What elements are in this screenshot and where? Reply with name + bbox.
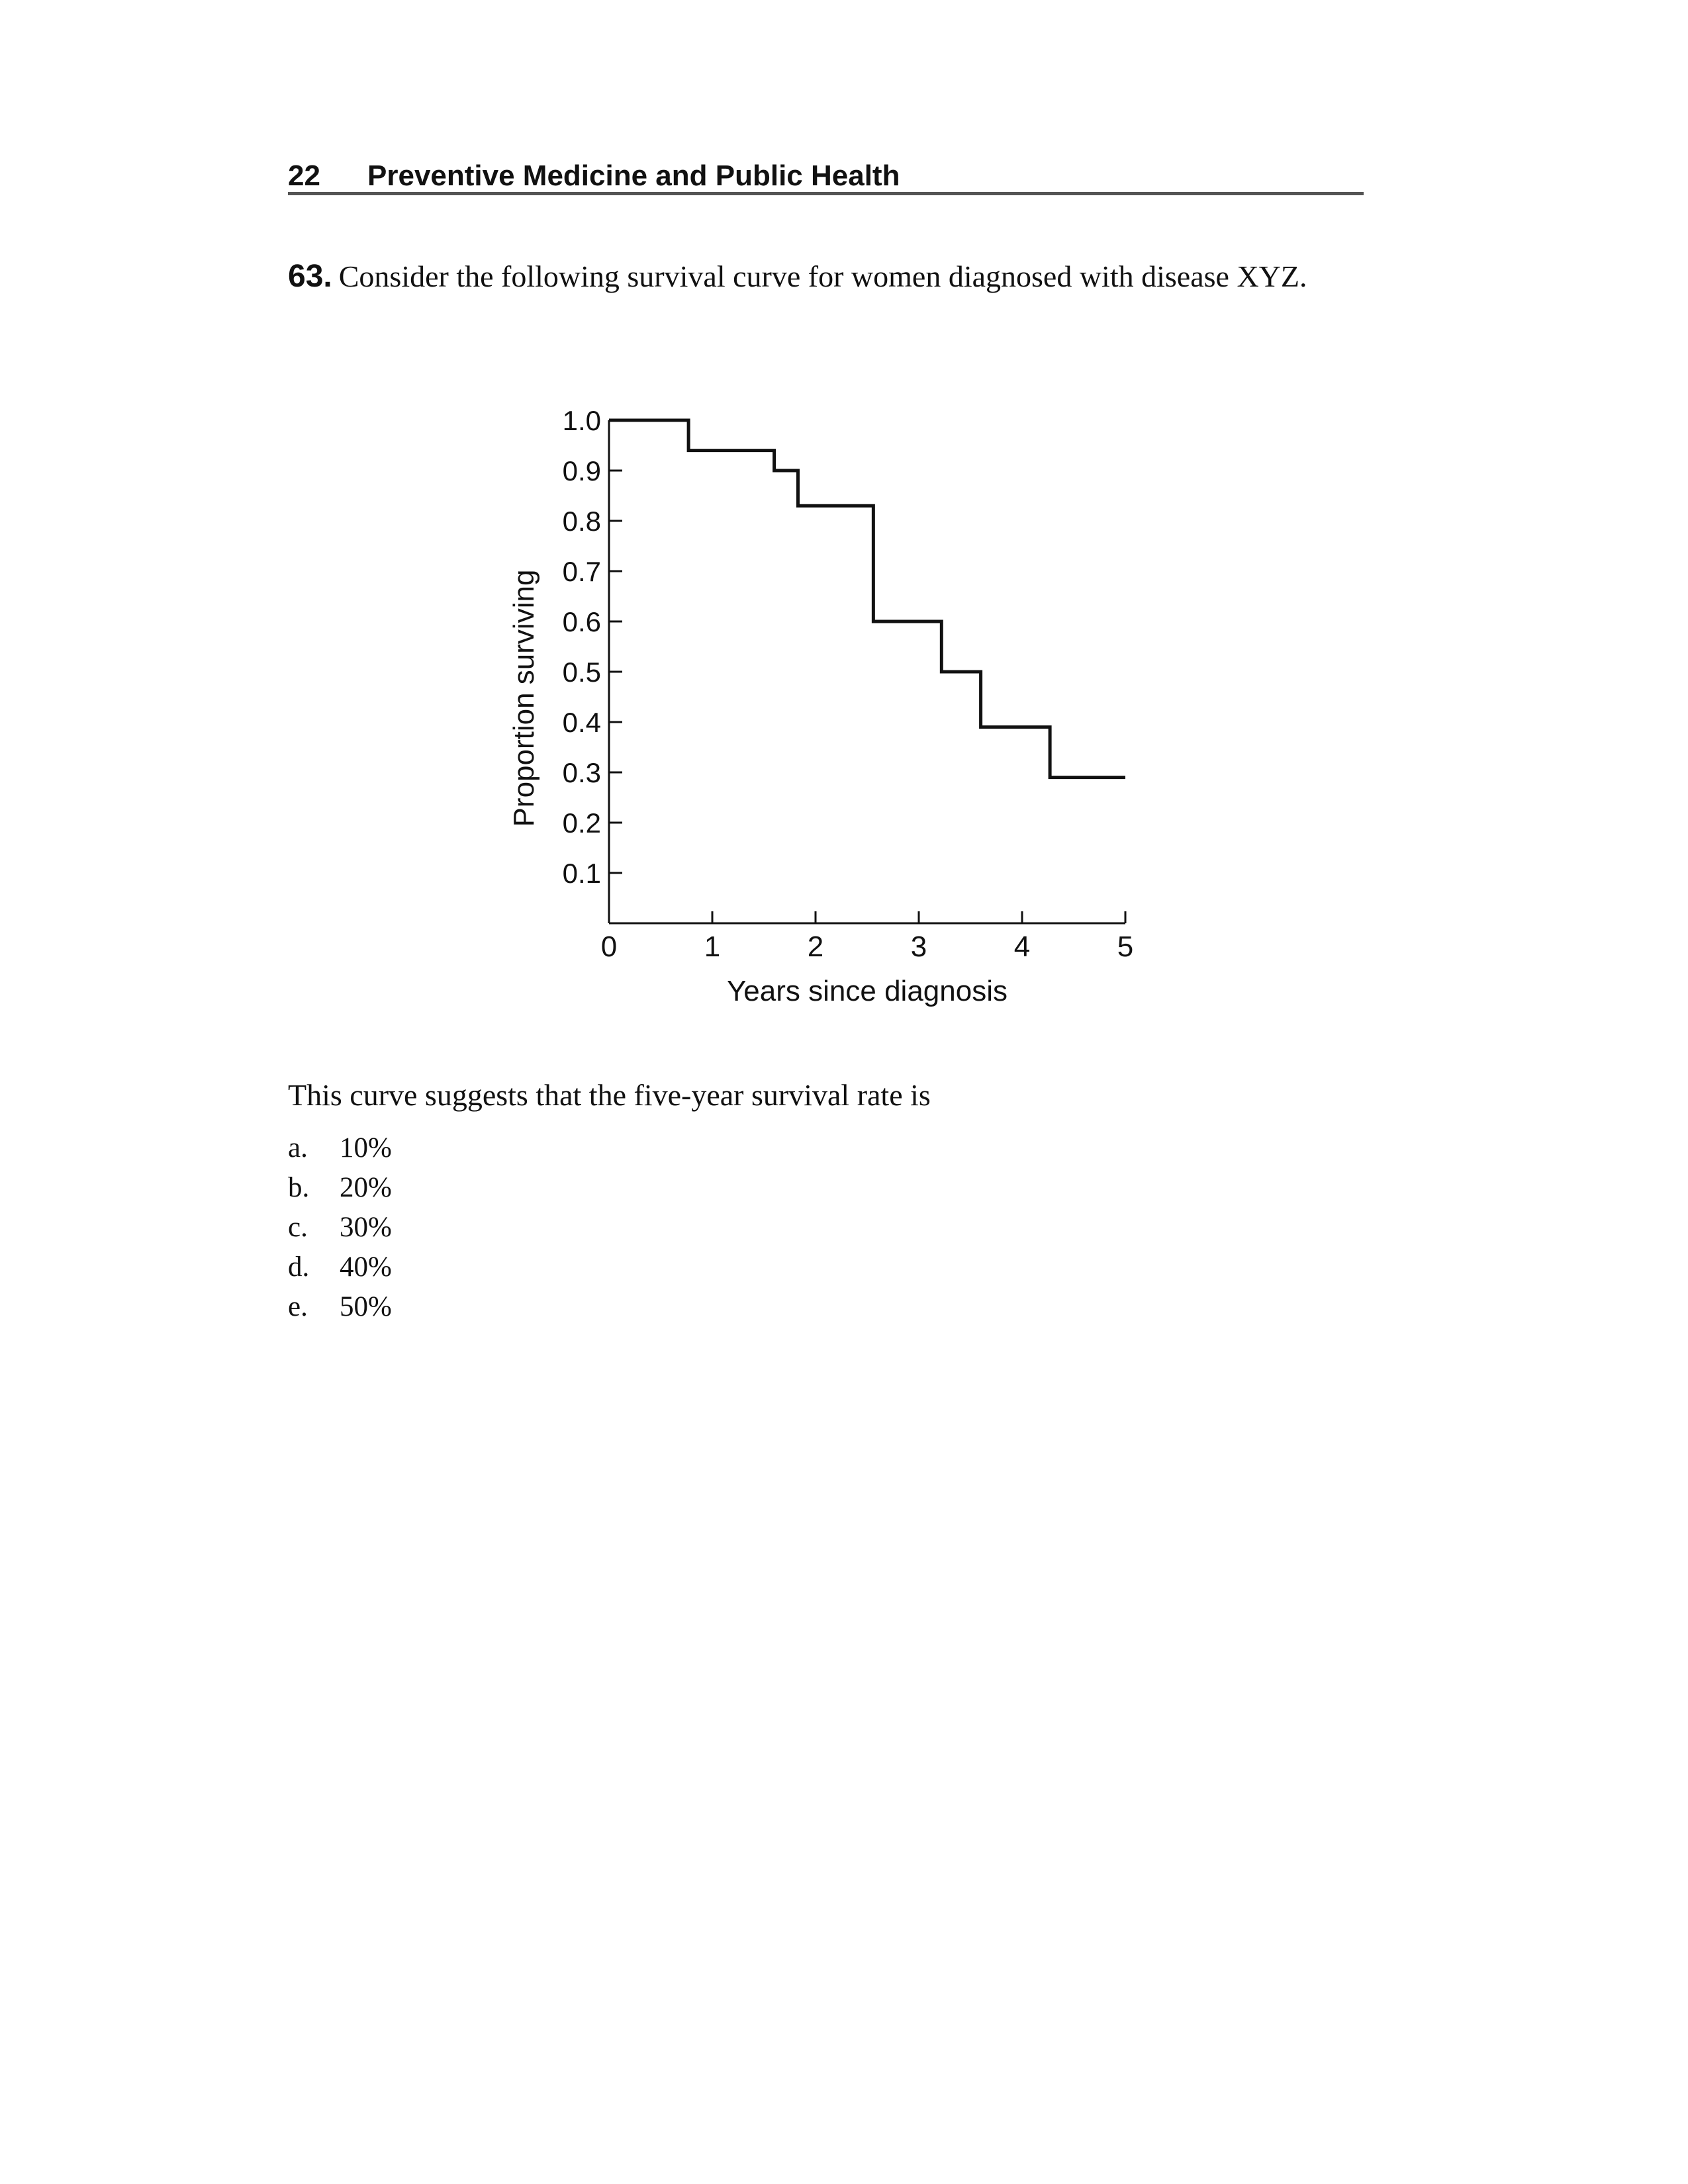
- y-tick-label: 1.0: [562, 405, 601, 436]
- option-text: 10%: [340, 1132, 392, 1163]
- page-number: 22: [288, 159, 320, 192]
- option-b[interactable]: [288, 1168, 392, 1208]
- y-tick-label: 0.4: [562, 707, 601, 738]
- option-a[interactable]: [288, 1128, 392, 1168]
- option-c[interactable]: [288, 1208, 392, 1248]
- running-header: [288, 158, 1364, 195]
- y-tick-label: 0.6: [562, 606, 601, 637]
- option-text: 50%: [340, 1291, 392, 1322]
- y-tick-label: 0.3: [562, 757, 601, 788]
- running-title: Preventive Medicine and Public Health: [367, 159, 900, 192]
- option-text: 30%: [340, 1212, 392, 1243]
- x-tick-label: 0: [600, 931, 618, 963]
- x-axis-label: Years since diagnosis: [727, 975, 1008, 1007]
- question-text: Consider the following survival curve for women diagnosed with disease XYZ.: [338, 259, 1307, 293]
- option-letter: b.: [288, 1172, 310, 1203]
- option-letter: e.: [288, 1291, 308, 1322]
- survival-step-line: [609, 420, 1125, 778]
- option-e[interactable]: [288, 1287, 392, 1327]
- header-rule: [288, 192, 1364, 195]
- x-axis-ticks: [601, 911, 1133, 963]
- option-letter: d.: [288, 1251, 310, 1283]
- x-tick-label: 5: [1117, 931, 1134, 963]
- x-tick-label: 2: [807, 931, 824, 963]
- x-tick-label: 3: [910, 931, 927, 963]
- question-stem: [288, 255, 1360, 298]
- y-tick-label: 0.8: [562, 506, 601, 537]
- question-number: 63.: [288, 259, 332, 294]
- survival-chart: [463, 384, 1165, 1019]
- y-tick-label: 0.1: [562, 858, 601, 889]
- y-axis-label: Proportion surviving: [508, 569, 540, 827]
- answer-options: [288, 1128, 392, 1327]
- y-axis-ticks: [563, 405, 622, 889]
- option-letter: a.: [288, 1132, 308, 1163]
- y-tick-label: 0.9: [562, 455, 601, 486]
- y-tick-label: 0.2: [562, 807, 601, 839]
- x-tick-label: 1: [704, 931, 721, 963]
- x-tick-label: 4: [1013, 931, 1031, 963]
- question-prompt: This curve suggests that the five-year survival rate is: [288, 1078, 931, 1112]
- option-text: 20%: [340, 1172, 392, 1203]
- y-tick-label: 0.7: [562, 556, 601, 587]
- y-tick-label: 0.5: [562, 657, 601, 688]
- option-letter: c.: [288, 1212, 308, 1243]
- option-text: 40%: [340, 1251, 392, 1283]
- option-d[interactable]: [288, 1248, 392, 1287]
